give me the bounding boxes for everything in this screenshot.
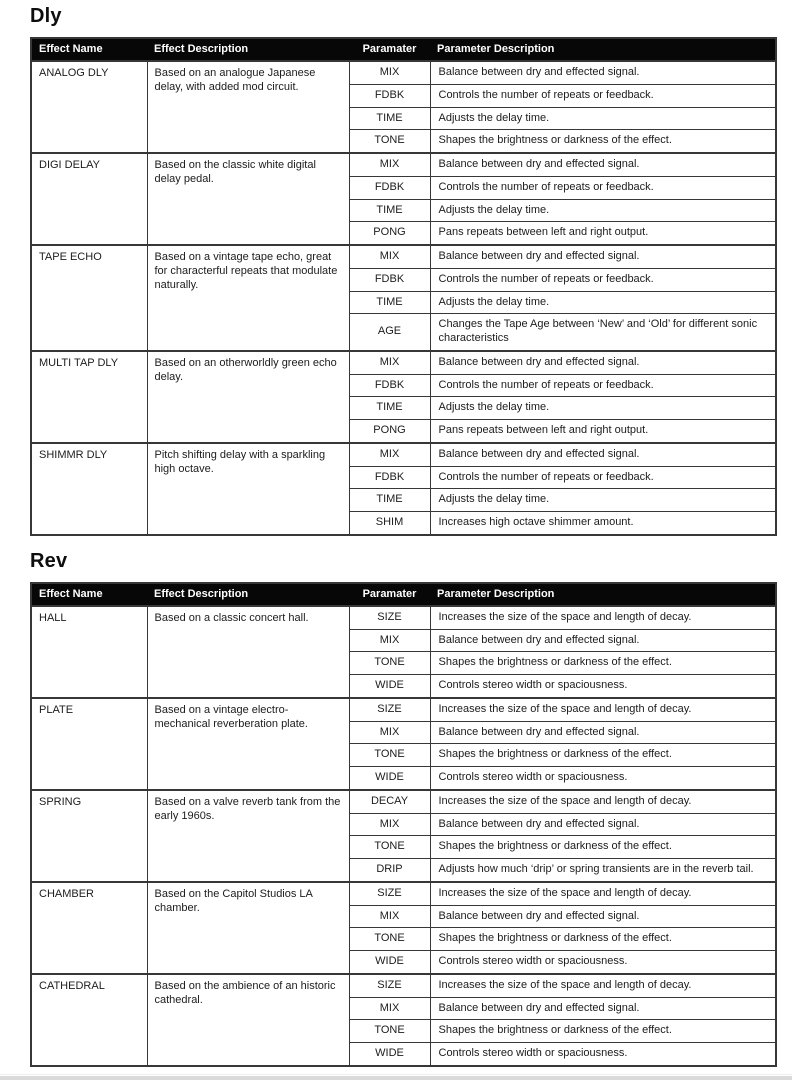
parameter-description-cell: Balance between dry and effected signal. [430,153,776,176]
parameter-description-cell: Pans repeats between left and right output. [430,222,776,245]
parameter-name-cell: MIX [349,153,430,176]
effect-name-cell: TAPE ECHO [31,245,147,351]
parameter-description-cell: Adjusts the delay time. [430,291,776,314]
parameter-description-cell: Balance between dry and effected signal. [430,443,776,466]
effect-name-cell: CHAMBER [31,882,147,974]
parameter-description-cell: Balance between dry and effected signal. [430,905,776,928]
effect-description-cell: Based on a vintage tape echo, great for characterful repeats that modulate naturally. [147,245,349,351]
parameter-name-cell: TIME [349,489,430,512]
effect-description-cell: Pitch shifting delay with a sparkling high octave. [147,443,349,535]
parameter-description-cell: Balance between dry and effected signal. [430,721,776,744]
parameter-name-cell: PONG [349,420,430,443]
column-header-pdesc: Parameter Description [430,38,776,61]
parameter-name-cell: MIX [349,997,430,1020]
parameter-name-cell: MIX [349,443,430,466]
parameter-description-cell: Shapes the brightness or darkness of the effect. [430,928,776,951]
parameter-name-cell: TONE [349,836,430,859]
parameter-description-cell: Balance between dry and effected signal. [430,61,776,84]
parameter-name-cell: TONE [349,652,430,675]
effect-name-cell: CATHEDRAL [31,974,147,1066]
parameter-name-cell: MIX [349,905,430,928]
parameter-name-cell: SIZE [349,974,430,997]
parameter-name-cell: WIDE [349,767,430,790]
parameter-name-cell: MIX [349,721,430,744]
parameter-description-cell: Controls the number of repeats or feedback. [430,268,776,291]
section-title-rev: Rev [30,549,68,572]
effect-row [31,974,776,997]
effect-name-cell: HALL [31,606,147,698]
table-head [31,583,776,606]
parameter-description-cell: Controls the number of repeats or feedback. [430,176,776,199]
effect-description-cell: Based on the Capitol Studios LA chamber. [147,882,349,974]
effect-description-cell: Based on a classic concert hall. [147,606,349,698]
parameter-name-cell: SIZE [349,882,430,905]
parameter-description-cell: Controls the number of repeats or feedback. [430,374,776,397]
parameter-name-cell: TIME [349,107,430,130]
parameter-description-cell: Shapes the brightness or darkness of the effect. [430,130,776,153]
parameter-name-cell: WIDE [349,675,430,698]
parameter-name-cell: MIX [349,351,430,374]
effect-description-cell: Based on an analogue Japanese delay, with added mod circuit. [147,61,349,153]
effect-description-cell: Based on the ambience of an historic cathedral. [147,974,349,1066]
parameter-description-cell: Controls stereo width or spaciousness. [430,1043,776,1066]
parameter-description-cell: Controls stereo width or spaciousness. [430,767,776,790]
effect-name-cell: DIGI DELAY [31,153,147,245]
parameter-description-cell: Shapes the brightness or darkness of the effect. [430,744,776,767]
column-header-desc: Effect Description [147,583,349,606]
effect-description-cell: Based on a vintage electro-mechanical reverberation plate. [147,698,349,790]
effect-row [31,61,776,84]
parameter-description-cell: Increases the size of the space and length of decay. [430,882,776,905]
parameter-description-cell: Controls stereo width or spaciousness. [430,951,776,974]
parameter-description-cell: Controls the number of repeats or feedback. [430,466,776,489]
parameter-description-cell: Increases the size of the space and length of decay. [430,698,776,721]
effects-table-dly [30,37,777,536]
parameter-description-cell: Balance between dry and effected signal. [430,813,776,836]
page-bottom-hairline [0,1074,792,1075]
effect-description-cell: Based on an otherworldly green echo delay. [147,351,349,443]
parameter-name-cell: FDBK [349,466,430,489]
effect-row [31,790,776,813]
column-header-name: Effect Name [31,583,147,606]
column-header-pdesc: Parameter Description [430,583,776,606]
table-body [31,61,776,535]
parameter-name-cell: DRIP [349,859,430,882]
parameter-name-cell: FDBK [349,374,430,397]
parameter-name-cell: FDBK [349,84,430,107]
page-bottom-strip [0,1076,792,1080]
parameter-description-cell: Adjusts how much ‘drip’ or spring transients are in the reverb tail. [430,859,776,882]
parameter-name-cell: MIX [349,629,430,652]
parameter-name-cell: SHIM [349,512,430,535]
effects-section-rev [30,550,775,1067]
effect-name-cell: PLATE [31,698,147,790]
parameter-name-cell: TONE [349,1020,430,1043]
parameter-description-cell: Controls the number of repeats or feedback. [430,84,776,107]
parameter-description-cell: Adjusts the delay time. [430,199,776,222]
parameter-name-cell: TIME [349,291,430,314]
parameter-name-cell: TONE [349,130,430,153]
parameter-description-cell: Changes the Tape Age between ‘New’ and ‘Old’ for different sonic characteristics [430,314,776,351]
table-body [31,606,776,1066]
parameter-name-cell: FDBK [349,268,430,291]
effect-row [31,698,776,721]
parameter-description-cell: Adjusts the delay time. [430,107,776,130]
parameter-description-cell: Pans repeats between left and right output. [430,420,776,443]
column-header-desc: Effect Description [147,38,349,61]
effect-row [31,882,776,905]
effect-name-cell: ANALOG DLY [31,61,147,153]
parameter-name-cell: MIX [349,245,430,268]
parameter-name-cell: WIDE [349,951,430,974]
parameter-name-cell: TONE [349,928,430,951]
effect-name-cell: SPRING [31,790,147,882]
effect-name-cell: MULTI TAP DLY [31,351,147,443]
effects-table-rev [30,582,777,1067]
parameter-name-cell: WIDE [349,1043,430,1066]
section-title-dly: Dly [30,5,62,27]
parameter-name-cell: PONG [349,222,430,245]
parameter-description-cell: Increases the size of the space and length of decay. [430,606,776,629]
parameter-description-cell: Adjusts the delay time. [430,397,776,420]
parameter-name-cell: DECAY [349,790,430,813]
parameter-name-cell: MIX [349,813,430,836]
parameter-name-cell: AGE [349,314,430,351]
effect-row [31,443,776,466]
parameter-description-cell: Balance between dry and effected signal. [430,629,776,652]
parameter-name-cell: SIZE [349,606,430,629]
table-header-row [31,38,776,61]
effect-name-cell: SHIMMR DLY [31,443,147,535]
column-header-param: Paramater [349,38,430,61]
parameter-description-cell: Shapes the brightness or darkness of the effect. [430,836,776,859]
parameter-description-cell: Increases the size of the space and length of decay. [430,790,776,813]
parameter-description-cell: Increases high octave shimmer amount. [430,512,776,535]
parameter-description-cell: Increases the size of the space and length of decay. [430,974,776,997]
parameter-description-cell: Shapes the brightness or darkness of the effect. [430,652,776,675]
parameter-name-cell: MIX [349,61,430,84]
parameter-description-cell: Controls stereo width or spaciousness. [430,675,776,698]
parameter-name-cell: FDBK [349,176,430,199]
effect-row [31,153,776,176]
parameter-name-cell: TIME [349,397,430,420]
effect-description-cell: Based on the classic white digital delay pedal. [147,153,349,245]
parameter-name-cell: SIZE [349,698,430,721]
parameter-description-cell: Shapes the brightness or darkness of the effect. [430,1020,776,1043]
column-header-param: Paramater [349,583,430,606]
effect-description-cell: Based on a valve reverb tank from the early 1960s. [147,790,349,882]
column-header-name: Effect Name [31,38,147,61]
effect-row [31,245,776,268]
parameter-description-cell: Adjusts the delay time. [430,489,776,512]
effect-row [31,351,776,374]
parameter-description-cell: Balance between dry and effected signal. [430,351,776,374]
parameter-name-cell: TIME [349,199,430,222]
parameter-description-cell: Balance between dry and effected signal. [430,997,776,1020]
parameter-description-cell: Balance between dry and effected signal. [430,245,776,268]
parameter-name-cell: TONE [349,744,430,767]
effect-row [31,606,776,629]
table-header-row [31,583,776,606]
table-head [31,38,776,61]
effects-section-dly [30,5,775,536]
